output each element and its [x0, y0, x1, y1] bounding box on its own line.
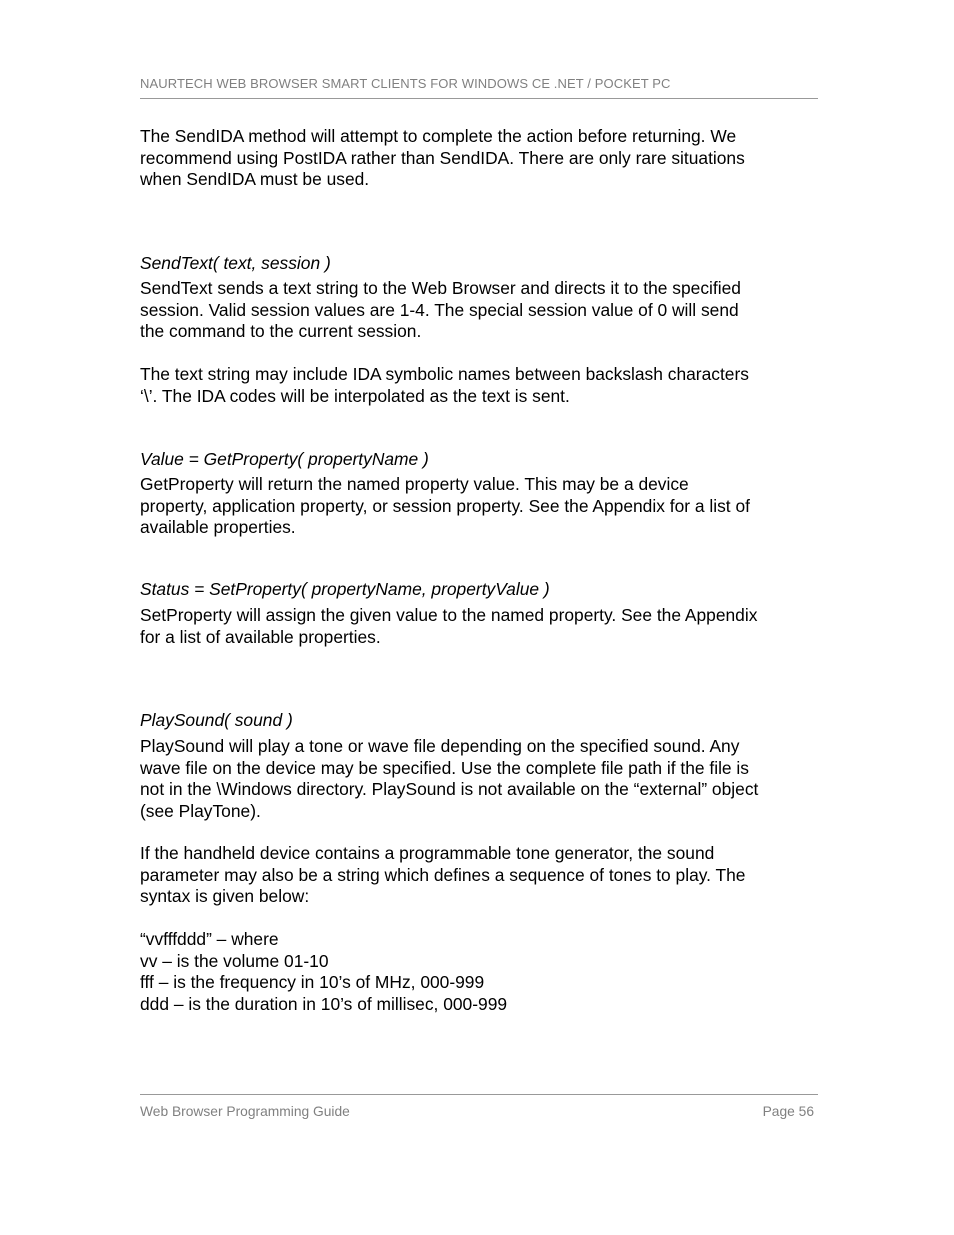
text-line: The text string may include IDA symbolic names between backslash characters — [140, 364, 749, 384]
text-line: ‘\’. The IDA codes will be interpolated as the text is sent. — [140, 385, 570, 406]
text-line: (see PlayTone). — [140, 800, 261, 821]
text-line: SetProperty will assign the given value to the named property. See the Appendix — [140, 605, 758, 625]
getproperty-paragraph — [140, 474, 820, 539]
getproperty-heading: Value = GetProperty( propertyName ) — [140, 449, 429, 469]
sendtext-paragraph-2 — [140, 364, 820, 407]
playsound-heading: PlaySound( sound ) — [140, 710, 293, 730]
text-line: syntax is given below: — [140, 886, 310, 907]
text-line: the command to the current session. — [140, 321, 422, 342]
text-line: GetProperty will return the named property value. This may be a device — [140, 474, 689, 494]
page-number: Page 56 — [762, 1104, 814, 1119]
playsound-paragraph-1 — [140, 736, 820, 822]
footer-title: Web Browser Programming Guide — [140, 1104, 350, 1119]
playsound-syntax — [140, 929, 820, 1015]
text-line: when SendIDA must be used. — [140, 169, 370, 190]
text-line: session. Valid session values are 1-4. The special session value of 0 will send — [140, 299, 739, 320]
syntax-line: ddd – is the duration in 10’s of millisec, 000-999 — [140, 993, 508, 1014]
sendtext-heading: SendText( text, session ) — [140, 253, 331, 273]
text-line: PlaySound will play a tone or wave file depending on the specified sound. Any — [140, 736, 740, 756]
text-line: wave file on the device may be specified. Use the complete file path if the file is — [140, 757, 749, 778]
syntax-line: fff – is the frequency in 10’s of MHz, 000-999 — [140, 972, 485, 993]
text-line: property, application property, or session property. See the Appendix for a list of — [140, 495, 750, 516]
text-line: recommend using PostIDA rather than SendIDA. There are only rare situations — [140, 147, 745, 168]
playsound-paragraph-2 — [140, 843, 820, 908]
text-line: If the handheld device contains a programmable tone generator, the sound — [140, 843, 715, 863]
syntax-line: vv – is the volume 01-10 — [140, 950, 329, 971]
syntax-line: “vvfffddd” – where — [140, 929, 279, 949]
text-line: The SendIDA method will attempt to complete the action before returning. We — [140, 126, 737, 146]
footer-divider — [140, 1094, 818, 1095]
running-header: NAURTECH WEB BROWSER SMART CLIENTS FOR WINDOWS CE .NET / POCKET PC — [140, 76, 671, 91]
text-line: available properties. — [140, 517, 296, 538]
header-divider — [140, 98, 818, 99]
text-line: not in the \Windows directory. PlaySound is not available on the “external” object — [140, 779, 759, 800]
setproperty-paragraph — [140, 605, 820, 648]
text-line: parameter may also be a string which defines a sequence of tones to play. The — [140, 864, 746, 885]
text-line: for a list of available properties. — [140, 626, 381, 647]
setproperty-heading: Status = SetProperty( propertyName, propertyValue ) — [140, 579, 550, 599]
text-line: SendText sends a text string to the Web Browser and directs it to the specified — [140, 278, 741, 298]
sendtext-paragraph-1 — [140, 278, 820, 343]
intro-paragraph — [140, 126, 820, 191]
